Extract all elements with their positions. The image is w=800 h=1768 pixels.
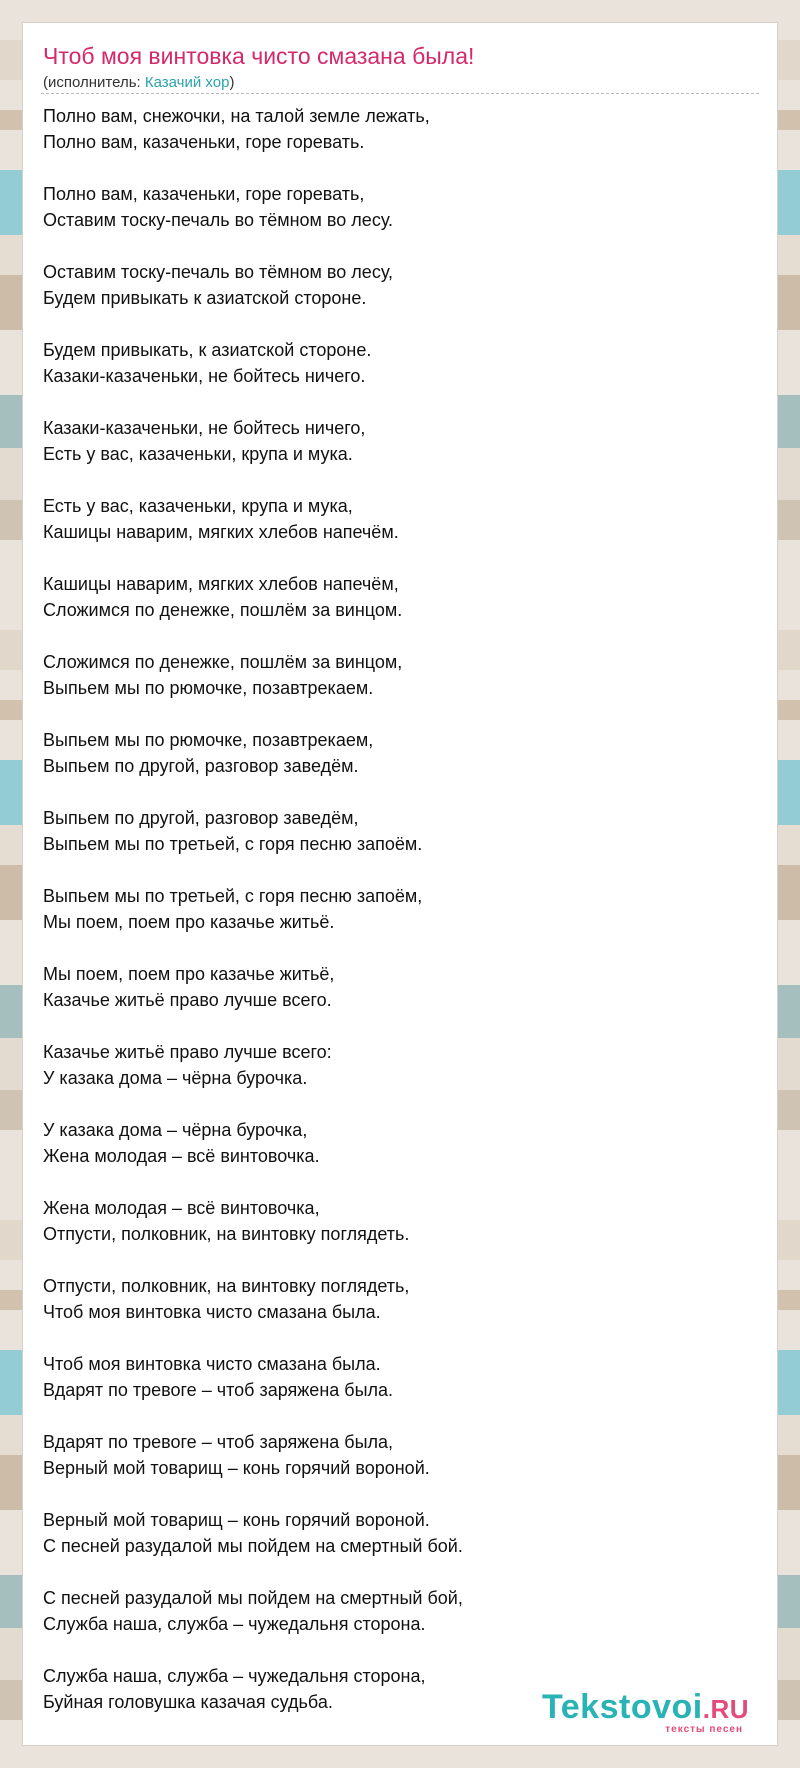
lyric-line: Чтоб моя винтовка чисто смазана была. [43, 1354, 381, 1374]
lyric-line: Выпьем мы по третьей, с горя песню запоём. [43, 834, 423, 854]
lyric-line: Жена молодая – всё винтовочка. [43, 1146, 320, 1166]
stanza [43, 883, 743, 935]
stanza [43, 1429, 743, 1481]
lyric-line: Полно вам, казаченьки, горе горевать. [43, 132, 365, 152]
lyric-line: Оставим тоску-печаль во тёмном во лесу, [43, 262, 394, 282]
lyric-line: Выпьем по другой, разговор заведём, [43, 808, 359, 828]
lyric-line: Казаки-казаченьки, не бойтесь ничего. [43, 366, 366, 386]
lyric-line: Служба наша, служба – чужедальня сторона, [43, 1666, 426, 1686]
lyric-line: Верный мой товарищ – конь горячий вороной. [43, 1510, 430, 1530]
lyrics-text [43, 103, 743, 1741]
lyric-line: Вдарят по тревоге – чтоб заряжена была, [43, 1432, 394, 1452]
lyric-line: Кашицы наварим, мягких хлебов напечём, [43, 574, 399, 594]
stanza [43, 805, 743, 857]
site-logo[interactable] [542, 1690, 749, 1735]
stanza [43, 103, 743, 155]
logo-tld: .RU [702, 1694, 749, 1724]
lyric-line: Выпьем мы по рюмочке, позавтрекаем, [43, 730, 374, 750]
logo-name: Tekstovoi [542, 1688, 703, 1726]
stanza [43, 181, 743, 233]
stanza [43, 337, 743, 389]
logo-wordmark [542, 1690, 749, 1726]
lyric-line: Мы поем, поем про казачье житьё. [43, 912, 335, 932]
stanza [43, 727, 743, 779]
stanza [43, 1507, 743, 1559]
lyric-line: У казака дома – чёрна бурочка, [43, 1120, 308, 1140]
title-divider [41, 93, 759, 94]
lyric-line: Чтоб моя винтовка чисто смазана была. [43, 1302, 381, 1322]
lyric-line: Есть у вас, казаченьки, крупа и мука. [43, 444, 353, 464]
lyrics-card [22, 22, 778, 1746]
stanza [43, 1195, 743, 1247]
lyric-line: Есть у вас, казаченьки, крупа и мука, [43, 496, 353, 516]
lyric-line: Сложимся по денежке, пошлём за винцом, [43, 652, 403, 672]
lyric-line: Буйная головушка казачая судьба. [43, 1692, 333, 1712]
stanza [43, 493, 743, 545]
stanza [43, 1039, 743, 1091]
lyric-line: Служба наша, служба – чужедальня сторона. [43, 1614, 426, 1634]
stanza [43, 571, 743, 623]
lyric-line: Вдарят по тревоге – чтоб заряжена была. [43, 1380, 394, 1400]
lyric-line: С песней разудалой мы пойдем на смертный бой. [43, 1536, 463, 1556]
lyric-line: Будем привыкать к азиатской стороне. [43, 288, 367, 308]
lyric-line: Казаки-казаченьки, не бойтесь ничего, [43, 418, 366, 438]
stanza [43, 1351, 743, 1403]
lyric-line: У казака дома – чёрна бурочка. [43, 1068, 308, 1088]
lyric-line: Оставим тоску-печаль во тёмном во лесу. [43, 210, 394, 230]
lyric-line: Мы поем, поем про казачье житьё, [43, 964, 335, 984]
lyric-line: Верный мой товарищ – конь горячий вороной. [43, 1458, 430, 1478]
lyric-line: Казачье житьё право лучше всего: [43, 1042, 332, 1062]
lyric-line: Жена молодая – всё винтовочка, [43, 1198, 320, 1218]
performer-line [43, 74, 234, 91]
logo-tagline: тексты песен [665, 1724, 743, 1735]
lyric-line: Выпьем мы по рюмочке, позавтрекаем. [43, 678, 374, 698]
stanza [43, 259, 743, 311]
stanza [43, 1585, 743, 1637]
lyric-line: Отпусти, полковник, на винтовку поглядеть, [43, 1276, 410, 1296]
lyric-line: Выпьем по другой, разговор заведём. [43, 756, 359, 776]
lyric-line: Будем привыкать, к азиатской стороне. [43, 340, 372, 360]
stanza [43, 649, 743, 701]
stanza [43, 1117, 743, 1169]
stanza [43, 1273, 743, 1325]
lyric-line: Выпьем мы по третьей, с горя песню запоём, [43, 886, 423, 906]
song-title: Чтоб моя винтовка чисто смазана была! [43, 43, 475, 69]
lyric-line: Полно вам, снежочки, на талой земле лежать, [43, 106, 430, 126]
performer-link[interactable]: Казачий хор [144, 74, 230, 91]
lyric-line: Отпусти, полковник, на винтовку поглядеть. [43, 1224, 410, 1244]
stanza [43, 415, 743, 467]
lyric-line: Полно вам, казаченьки, горе горевать, [43, 184, 365, 204]
lyric-line: Казачье житьё право лучше всего. [43, 990, 332, 1010]
lyric-line: Сложимся по денежке, пошлём за винцом. [43, 600, 403, 620]
lyric-line: С песней разудалой мы пойдем на смертный бой, [43, 1588, 463, 1608]
performer-prefix: (исполнитель: [43, 74, 145, 91]
performer-suffix: ) [229, 74, 235, 91]
stanza [43, 961, 743, 1013]
lyric-line: Кашицы наварим, мягких хлебов напечём. [43, 522, 399, 542]
